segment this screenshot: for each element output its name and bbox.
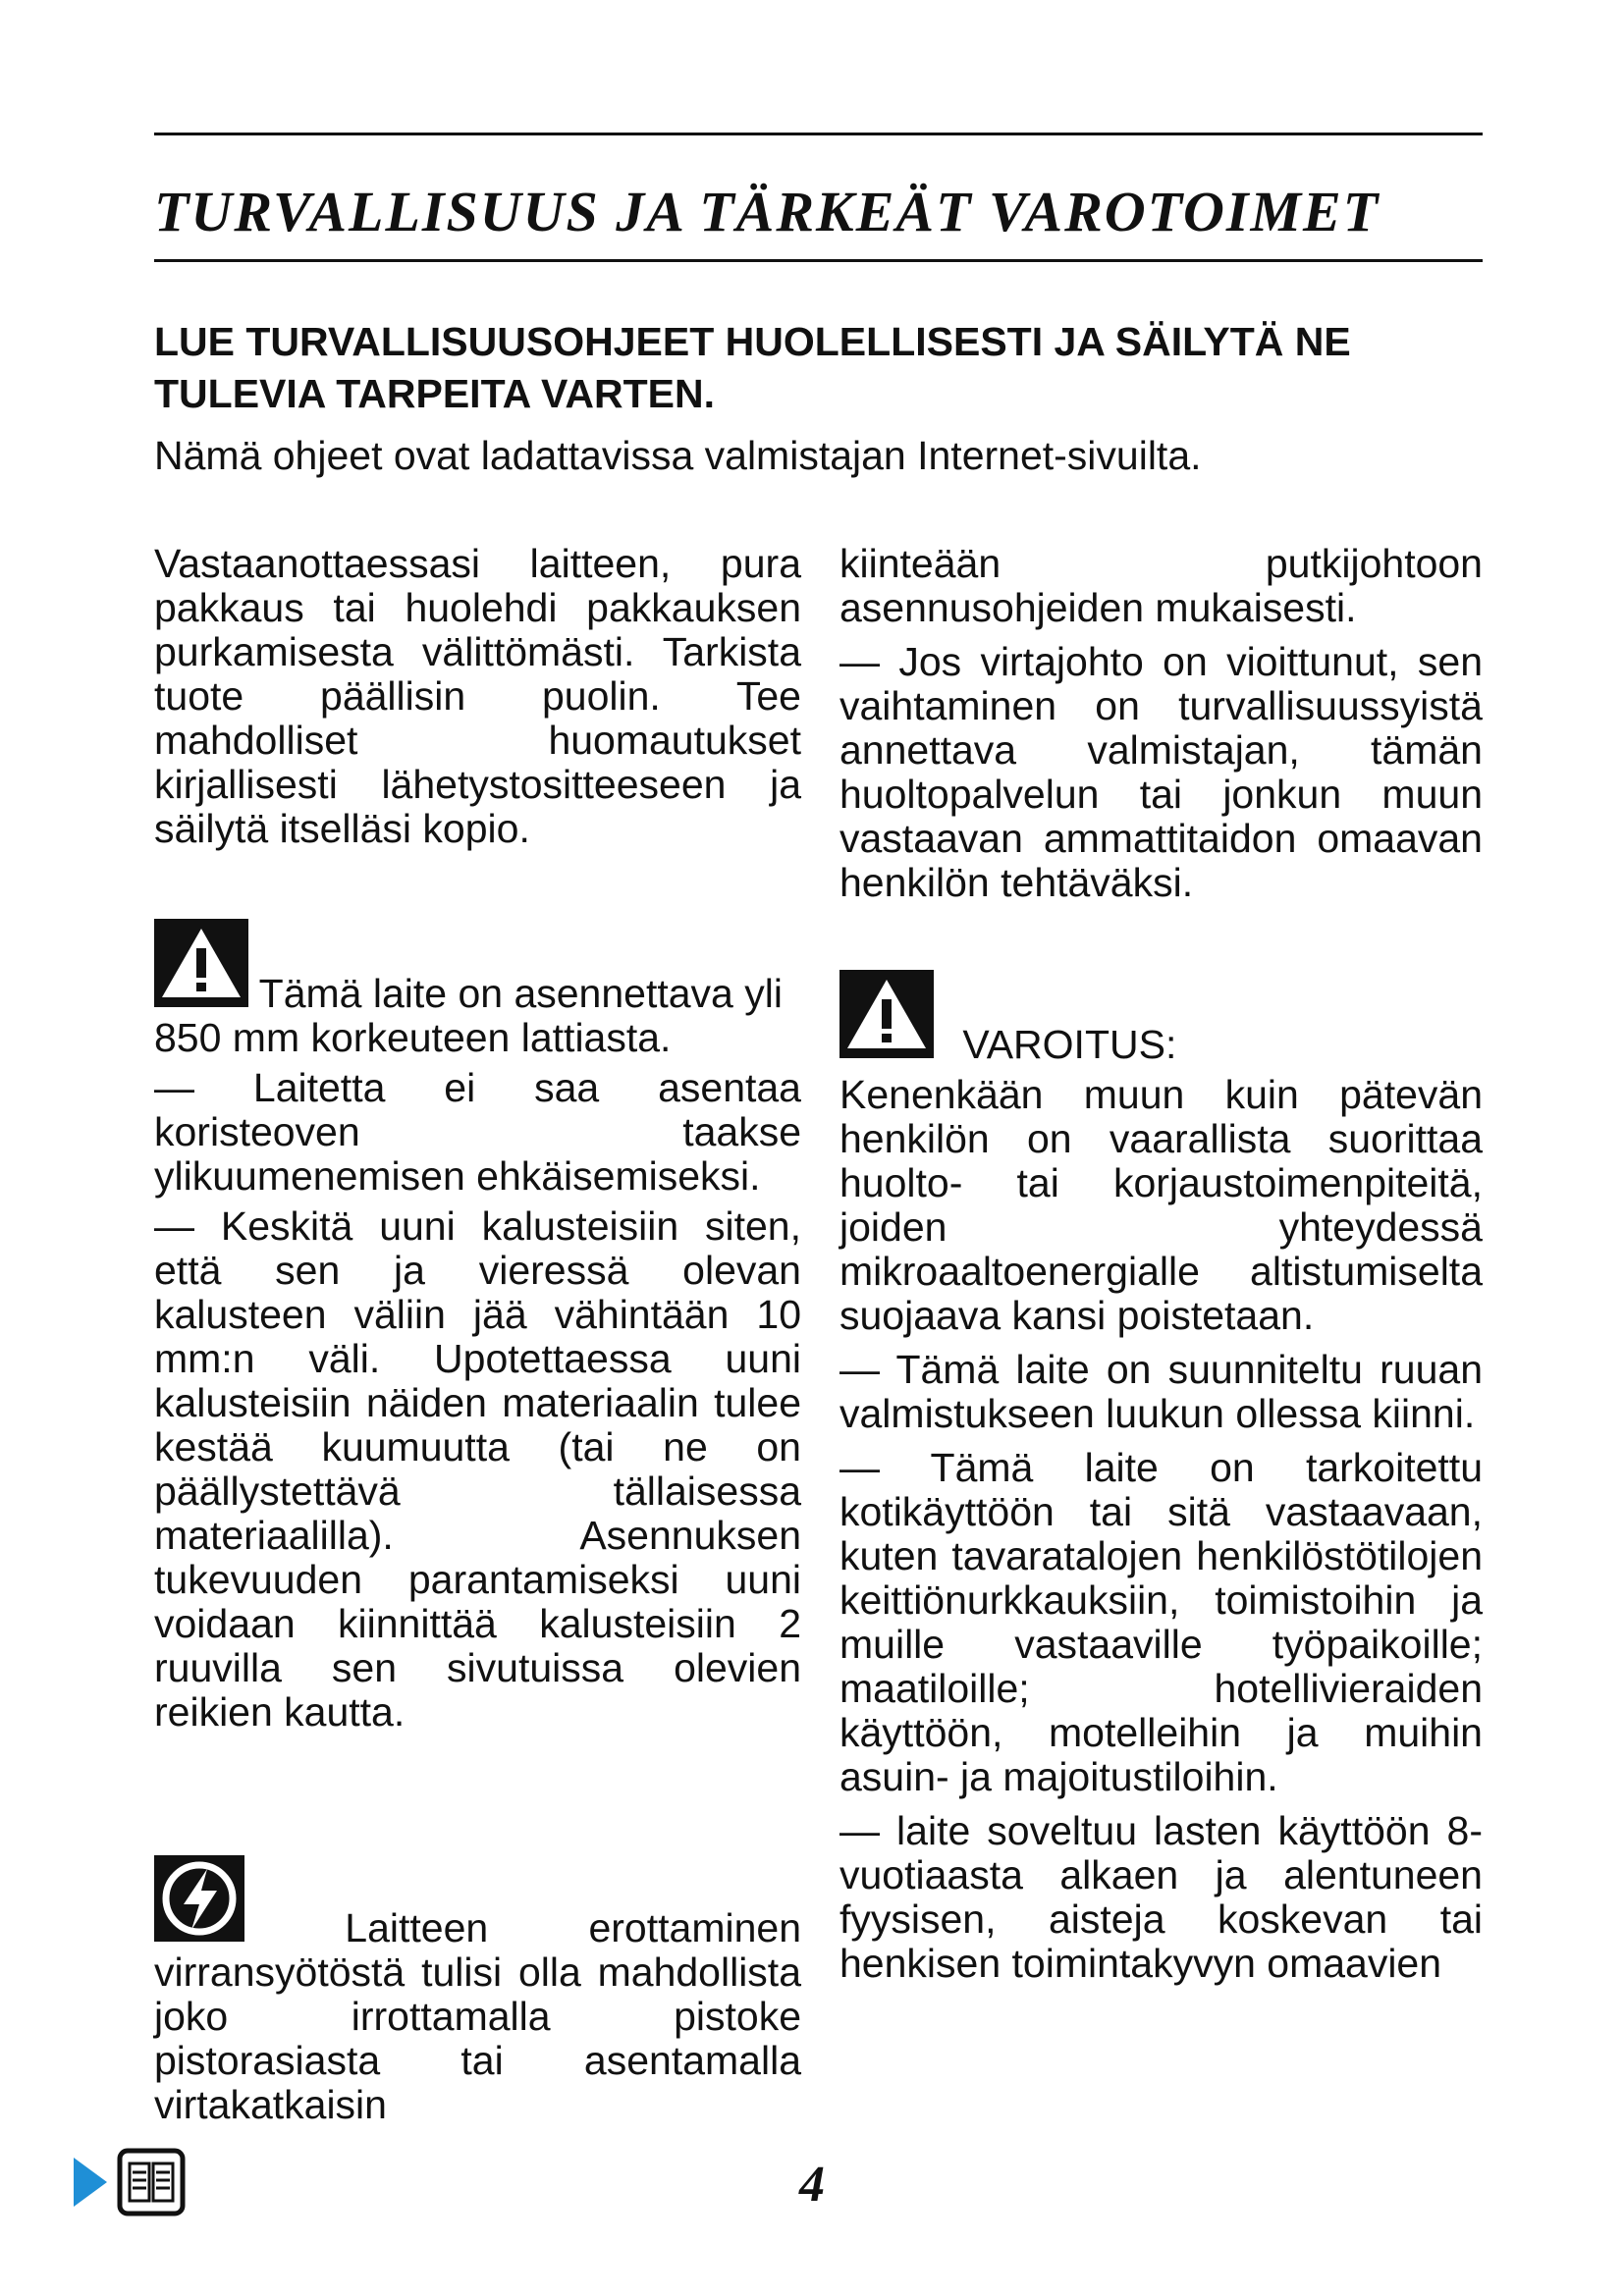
children-use-paragraph: — laite soveltuu lasten käyttöön 8-vuotiaasta alkaen ja alentuneen fyysisen, aisteja koskevan tai henkisen toimintakyvyn omaavien — [839, 1808, 1483, 1986]
pipe-conduit-paragraph: kiinteään putkijohtoon asennusohjeiden mukaisesti. — [839, 541, 1483, 630]
top-rule — [154, 133, 1483, 135]
lightning-bolt-icon — [154, 1855, 244, 1950]
cover-removal-paragraph: Kenenkään muun kuin pätevän henkilön on vaarallista suorittaa huolto- tai korjaustoimenpiteitä, joiden yhteydessä mikroaaltoenergialle altistumiselta suojaava kansi poistetaan. — [839, 1072, 1483, 1338]
left-column-power — [154, 1855, 801, 2127]
right-column — [839, 542, 1483, 905]
install-height-paragraph: Tämä laite on asennettava yli 850 mm korkeuteen lattiasta. — [154, 919, 801, 1060]
power-disconnect-paragraph: Laitteen erottaminen virransyötöstä tulisi olla mahdollista joko irrottamalla pistoke pistorasiasta tai asentamalla virtakatkaisin — [154, 1855, 801, 2127]
warning-label: VAROITUS: — [962, 1022, 1177, 1067]
intro-text: Nämä ohjeet ovat ladattavissa valmistajan Internet-sivuilta. — [154, 433, 1202, 478]
unpacking-paragraph: Vastaanottaessasi laitteen, pura pakkaus tai huolehdi pakkauksen purkamisesta välittömästi. Tarkista tuote päällisin puolin. Tee mahdolliset huomautukset kirjallisesti lähetystositteeseen ja säilytä itselläsi kopio. — [154, 541, 801, 851]
right-column-warning — [839, 970, 1483, 1986]
door-closed-paragraph: — Tämä laite on suunniteltu ruuan valmistukseen luukun ollessa kiinni. — [839, 1347, 1483, 1436]
page-number: 4 — [799, 2157, 825, 2213]
title-underline — [154, 259, 1483, 262]
warning-triangle-icon — [154, 919, 248, 1016]
power-cord-paragraph: — Jos virtajohto on vioittunut, sen vaihtaminen on turvallisuussyistä annettava valmistajan, tämän huoltopalvelun tai jonkun muun vastaavan ammattitaidon omaavan henkilön tehtäväksi. — [839, 639, 1483, 905]
warning-heading — [839, 970, 1483, 1067]
household-use-paragraph: — Tämä laite on tarkoitettu kotikäyttöön tai sitä vastaavaan, kuten tavaratalojen henkilöstötilojen keittiönurkkauksiin, toimistoihin ja muille vastaaville työpaikoille; maatiloille; hotellivieraiden käyttöön, motelleihin ja muihin asuin- ja majoitustiloihin. — [839, 1445, 1483, 1799]
left-column — [154, 542, 801, 851]
safety-subheading: LUE TURVALLISUUSOHJEET HUOLELLISESTI JA SÄILYTÄ NE TULEVIA TARPEITA VARTEN. — [154, 319, 1351, 416]
decor-door-paragraph: — Laitetta ei saa asentaa koristeoven taakse ylikuumenemisen ehkäisemiseksi. — [154, 1065, 801, 1199]
page-title: TURVALLISUUS JA TÄRKEÄT VAROTOIMET — [154, 180, 1380, 243]
warning-triangle-icon — [839, 970, 934, 1067]
left-column-install — [154, 919, 801, 1735]
cabinet-fitting-paragraph: — Keskitä uuni kalusteisiin siten, että sen ja vieressä olevan kalusteen väliin jää vähintään 10 mm:n väli. Upotettaessa uuni kalusteisiin näiden materiaalin tulee kestää kuumuutta (tai ne on päällystettävä tällaisessa materiaalilla). Asennuksen tukevuuden parantamiseksi uuni voidaan kiinnittää kalusteisiin 2 ruuvilla sen sivutuissa olevien reikien kautta. — [154, 1203, 801, 1735]
